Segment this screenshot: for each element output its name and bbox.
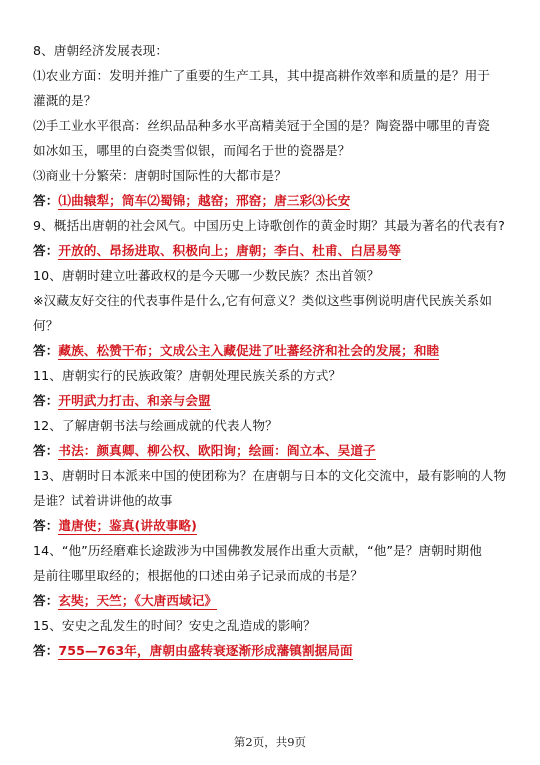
answer-text: 755—763年，唐朝由盛转衰逐渐形成藩镇割据局面 — [58, 643, 353, 658]
answer-line — [33, 238, 511, 263]
answer-label: 答： — [33, 343, 59, 358]
question-line: 13、唐朝时日本派来中国的使团称为？在唐朝与日本的文化交流中，最有影响的人物 — [33, 468, 507, 483]
answer-text: 藏族、松赞干布；文成公主入藏促进了吐蕃经济和社会的发展；和睦 — [58, 343, 440, 358]
answer-label: 答： — [33, 593, 59, 608]
question-line: 12、了解唐朝书法与绘画成就的代表人物？ — [33, 418, 278, 433]
question-line: 何？ — [33, 318, 59, 333]
question-line: ⑵手工业水平很高：丝织品品种多水平高精美冠于全国的是？陶瓷器中哪里的青瓷 — [33, 118, 490, 133]
answer-label: 答： — [33, 518, 59, 533]
question-line: ⑶商业十分繁荣：唐朝时国际性的大都市是？ — [33, 168, 287, 183]
answer-line — [33, 438, 511, 463]
answer-line — [33, 338, 511, 363]
question-line: ※汉藏友好交往的代表事件是什么,它有何意义？类似这些事例说明唐代民族关系如 — [33, 293, 493, 308]
question-line: ⑴农业方面：发明并推广了重要的生产工具，其中提高耕作效率和质量的是？用于 — [33, 68, 490, 83]
answer-text: 开放的、昂扬进取、积极向上；唐朝；李白、杜甫、白居易等 — [58, 243, 402, 258]
question-line: 9、概括出唐朝的社会风气。中国历史上诗歌创作的黄金时期？其最为著名的代表有? — [33, 218, 505, 233]
question-line: 如冰如玉，哪里的白瓷类雪似银，而闻名于世的瓷器是？ — [33, 143, 351, 158]
answer-label: 答： — [33, 643, 59, 658]
answer-text: 开明武力打击、和亲与会盟 — [58, 393, 211, 408]
question-line: 15、安史之乱发生的时间？安史之乱造成的影响？ — [33, 618, 316, 633]
page-footer: 第2页，共9页 — [233, 735, 307, 749]
question-line: 是前往哪里取经的；根据他的口述由弟子记录而成的书是？ — [33, 568, 364, 583]
answer-line — [33, 188, 511, 213]
answer-line — [33, 388, 511, 413]
answer-line — [33, 588, 511, 613]
question-line: 8、唐朝经济发展表现： — [33, 43, 169, 58]
answer-text: 书法：颜真卿、柳公权、欧阳询；绘画：阎立本、吴道子 — [58, 443, 376, 458]
question-line: 14、“他”历经磨难长途跋涉为中国佛教发展作出重大贡献，“他”是？唐朝时期他 — [33, 543, 482, 558]
answer-line — [33, 638, 511, 663]
answer-label: 答： — [33, 243, 59, 258]
answer-label: 答： — [33, 393, 59, 408]
question-line: 11、唐朝实行的民族政策？唐朝处理民族关系的方式？ — [33, 368, 342, 383]
question-line: 10、唐朝时建立吐蕃政权的是今天哪一少数民族？杰出首领？ — [33, 268, 380, 283]
question-line: 是谁？试着讲讲他的故事 — [33, 493, 173, 508]
content-area — [33, 38, 511, 663]
answer-text: ⑴曲辕犁；筒车⑵蜀锦；越窑；邢窑；唐三彩⑶长安 — [58, 193, 351, 208]
answer-text: 玄奘；天竺；《大唐西域记》 — [58, 593, 218, 608]
answer-label: 答： — [33, 443, 59, 458]
answer-line — [33, 513, 511, 538]
answer-label: 答： — [33, 193, 59, 208]
question-line: 灌溉的是？ — [33, 93, 97, 108]
answer-text: 遣唐使；鉴真(讲故事略) — [58, 518, 198, 533]
